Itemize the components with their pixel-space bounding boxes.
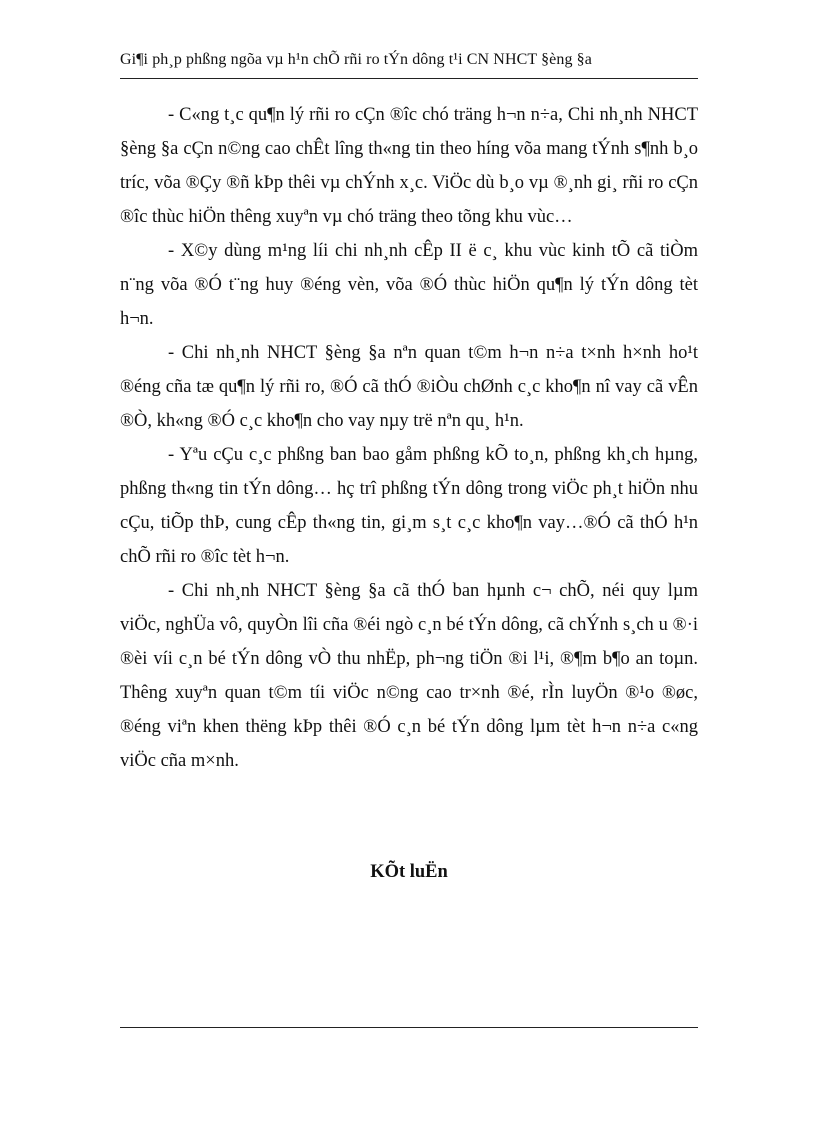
paragraph-risk-team: - Chi nh¸nh NHCT §èng §a nªn quan t©m h¬n n÷a t×nh h×nh ho¹t ®éng cña tæ qu¶n lý rñi ro, ®Ó cã thÓ ®iÒu chØnh c¸c kho¶n nî vay cã vÊn ®Ò, kh«ng ®Ó c¸c kho¶n cho vay nµy trë nªn qu¸ h¹n. bbox=[120, 343, 698, 431]
page-header-title: Gi¶i ph¸p phßng ngõa vµ h¹n chÕ rñi ro tÝn dông t¹i CN NHCT §èng §a bbox=[120, 51, 592, 68]
paragraph-risk-management: - C«ng t¸c qu¶n lý rñi ro cÇn ®îc chó träng h¬n n÷a, Chi nh¸nh NHCT §èng §a cÇn n©ng cao chÊt lîng th«ng tin theo híng võa mang tÝnh s¶nh b¸o tríc, võa ®Çy ®ñ kÞp thêi vµ chÝnh x¸c. ViÖc dù b¸o vµ ®¸nh gi¸ rñi ro cÇn ®îc thùc hiÖn thêng xuyªn vµ chó träng theo tõng khu vùc… bbox=[120, 105, 698, 227]
header-divider bbox=[120, 78, 698, 79]
paragraph-staff-policy: - Chi nh¸nh NHCT §èng §a cã thÓ ban hµnh c¬ chÕ, néi quy lµm viÖc, nghÜa vô, quyÒn lîi cña ®éi ngò c¸n bé tÝn dông, cã chÝnh s¸ch u ®·i ®èi víi c¸n bé tÝn dông vÒ thu nhËp, ph¬ng tiÖn ®i l¹i, ®¶m b¶o an toµn. Thêng xuyªn quan t©m tíi viÖc n©ng cao tr×nh ®é, rÌn luyÖn ®¹o ®øc, ®éng viªn khen thëng kÞp thêi ®Ó c¸n bé tÝn dông lµm tèt h¬n n÷a c«ng viÖc cña m×nh. bbox=[120, 581, 698, 771]
conclusion-heading: KÕt luËn bbox=[370, 862, 448, 882]
paragraph-branch-network: - X©y dùng m¹ng líi chi nh¸nh cÊp II ë c¸ khu vùc kinh tÕ cã tiÒm n¨ng võa ®Ó t¨ng huy ®éng vèn, võa ®Ó thùc hiÖn qu¶n lý tÝn dông tèt h¬n. bbox=[120, 241, 698, 329]
footer-divider bbox=[120, 1027, 698, 1028]
paragraph-department-support: - Yªu cÇu c¸c phßng ban bao gåm phßng kÕ to¸n, phßng kh¸ch hµng, phßng th«ng tin tÝn dông… hç trî phßng tÝn dông trong viÖc ph¸t hiÖn nhu cÇu, tiÕp thÞ, cung cÊp th«ng tin, gi¸m s¸t c¸c kho¶n vay…®Ó cã thÓ h¹n chÕ rñi ro ®îc tèt h¬n. bbox=[120, 445, 698, 567]
body-text bbox=[120, 98, 698, 778]
